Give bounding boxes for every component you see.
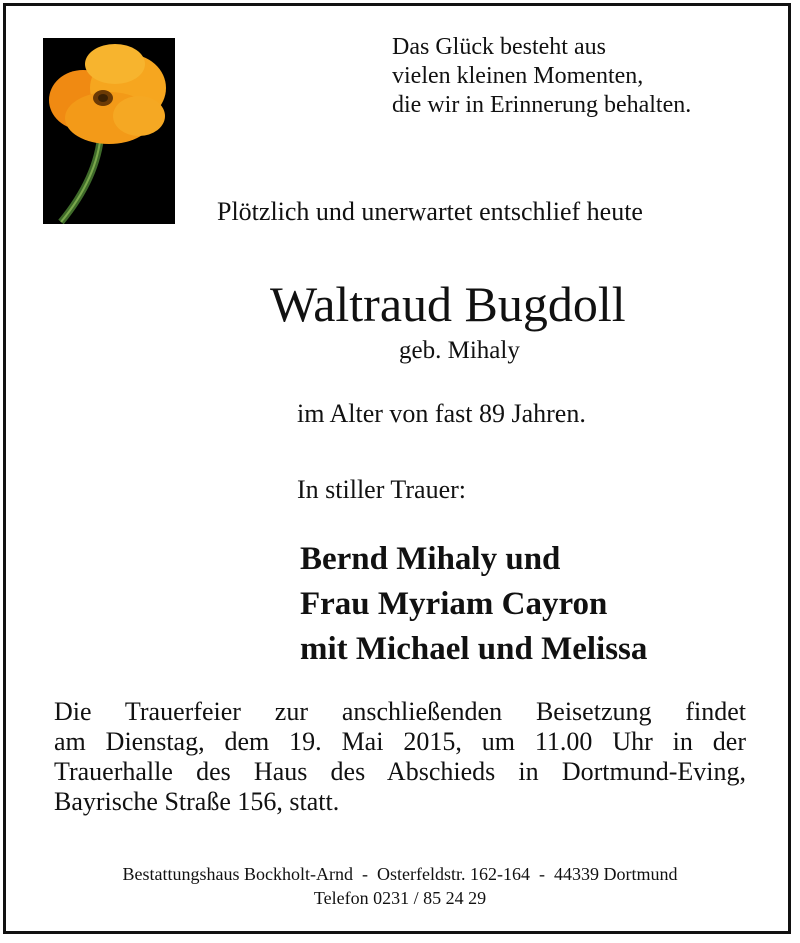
funeral-home-info	[0, 862, 800, 910]
poppy-flower-image	[43, 38, 175, 224]
mourning-label: In stiller Trauer:	[297, 475, 466, 504]
family-list	[300, 537, 647, 672]
age-text: im Alter von fast 89 Jahren.	[297, 399, 586, 428]
service-line: Die Trauerfeier zur anschließenden Beisetzung findet	[54, 697, 746, 726]
family-member: Frau Myriam Cayron	[300, 586, 608, 622]
funeral-home-address: Bestattungshaus Bockholt-Arnd - Osterfeldstr. 162-164 - 44339 Dortmund	[122, 864, 678, 884]
service-line: Bayrische Straße 156, statt.	[54, 787, 340, 816]
family-member: Bernd Mihaly und	[300, 541, 561, 577]
quote-line: Das Glück besteht aus	[392, 34, 606, 60]
service-line: am Dienstag, dem 19. Mai 2015, um 11.00 Uhr in der	[54, 727, 746, 756]
intro-text: Plötzlich und unerwartet entschlief heute	[217, 197, 643, 226]
family-member: mit Michael und Melissa	[300, 631, 648, 667]
quote-line: die wir in Erinnerung behalten.	[392, 92, 692, 118]
quote-line: vielen kleinen Momenten,	[392, 63, 644, 89]
funeral-home-phone: Telefon 0231 / 85 24 29	[313, 888, 487, 908]
quote	[392, 33, 691, 120]
service-announcement	[54, 697, 746, 817]
birth-name: geb. Mihaly	[399, 337, 520, 364]
deceased-name: Waltraud Bugdoll	[270, 276, 626, 332]
service-line: Trauerhalle des Haus des Abschieds in Dortmund-Eving,	[54, 757, 746, 786]
poppy-icon	[43, 38, 175, 224]
